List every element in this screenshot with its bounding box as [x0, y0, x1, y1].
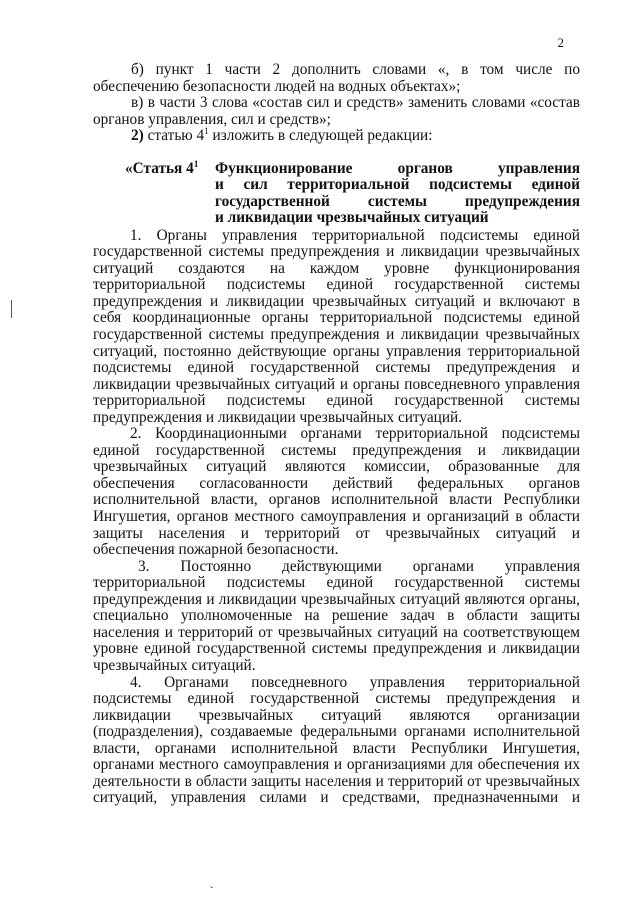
article-label-superscript: 1: [193, 158, 199, 169]
item-2-text: статью 4: [143, 127, 205, 145]
document-body: [93, 62, 580, 807]
scan-artifact-mark: ˇ: [210, 886, 214, 898]
item-2-number: 2): [131, 127, 144, 145]
paragraph-3: 3. Постоянно действующими органами управления территориальной подсистемы единой государственной системы предупреждения и ликвидации чрезвычайных ситуаций являются органы, специально уполномоченные на решение задач в области защиты населения и территорий от чрезвычайных ситуаций на соответствующем уровне единой государственной системы предупреждения и ликвидации чрезвычайных ситуаций.: [93, 557, 580, 674]
article-title: [215, 161, 580, 227]
amendment-item-v: в) в части 3 слова «состав сил и средств» заменить словами «состав органов управления, сил и средств»;: [93, 94, 580, 128]
scan-edge-mark: [11, 300, 12, 318]
amendment-item-b: б) пункт 1 части 2 дополнить словами «, в том числе по обеспечению безопасности людей на водных объектах»;: [93, 61, 580, 95]
paragraph-4: 4. Органами повседневного управления территориальной подсистемы единой государственной системы предупреждения и ликвидации чрезвычайных ситуаций являются организации (подразделения), создаваемые федеральными органами исполнительной власти, органами исполнительной власти Республики Ингушетия, органами местного самоуправления и организациями для обеспечения их деятельности в области защиты населения и территорий от чрезвычайных ситуаций, управления силами и средствами, предназначенными и: [93, 673, 580, 807]
amendment-item-2: [93, 128, 580, 145]
paragraph-2: 2. Координационными органами территориальной подсистемы единой государственной системы предупреждения и ликвидации чрезвычайных ситуаций являются комиссии, образованные для обеспечения согласованности действий федеральных органов исполнительной власти, органов исполнительной власти Республики Ингушетия, органов местного самоуправления и организаций в области защиты населения и территорий от чрезвычайных ситуаций и обеспечения пожарной безопасности.: [93, 425, 580, 559]
paragraph-1: 1. Органы управления территориальной подсистемы единой государственной системы предупреждения и ликвидации чрезвычайных ситуаций создаются на каждом уровне функционирования территориальной подсистемы единой государственной системы предупреждения и ликвидации чрезвычайных ситуаций и включают в себя координационные органы территориальной подсистемы единой государственной системы предупреждения и ликвидации чрезвычайных ситуаций, постоянно действующие органы управления территориальной подсистемы единой государственной системы предупреждения и ликвидации чрезвычайных ситуаций и органы повседневного управления территориальной подсистемы единой государственной системы предупреждения и ликвидации чрезвычайных ситуаций.: [93, 226, 580, 426]
item-2-superscript: 1: [204, 126, 209, 137]
article-label: «Статья $4^1$: [125, 158, 199, 177]
article-title-line: и сил территориальной подсистемы единой: [215, 176, 580, 194]
page-number: 2: [557, 35, 564, 50]
item-2-tail: изложить в следующей редакции:: [208, 127, 433, 145]
article-title-line: и ликвидации чрезвычайных ситуаций: [215, 209, 489, 227]
article-title-line: государственной системы предупреждения: [215, 192, 580, 210]
article-heading: [93, 158, 580, 228]
article-title-line: Функционирование органов управления: [215, 159, 580, 177]
